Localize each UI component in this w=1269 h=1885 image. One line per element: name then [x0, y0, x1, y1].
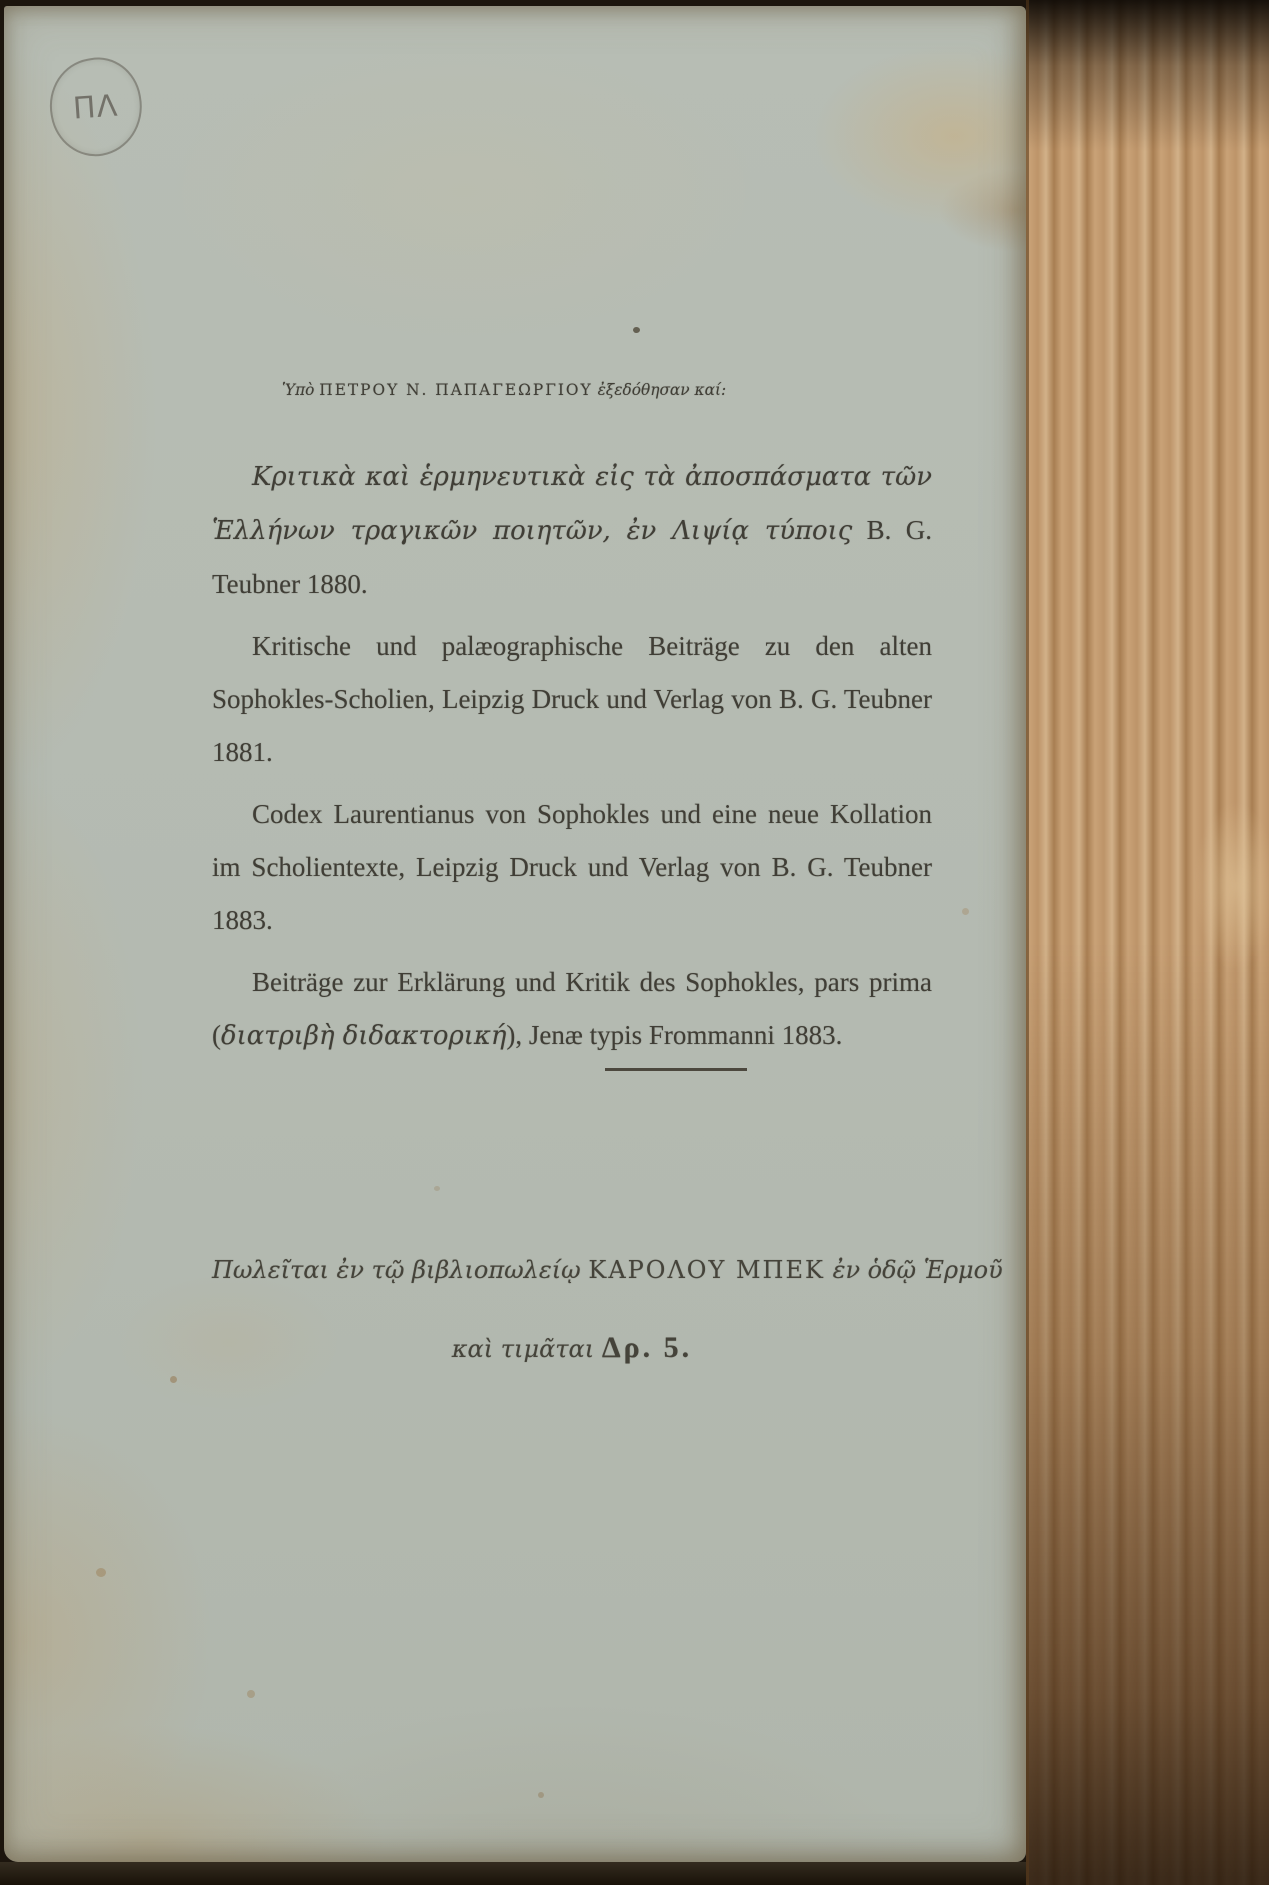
bookseller-name: ΚΑΡΟΛΟΥ ΜΠΕΚ	[588, 1256, 825, 1284]
bibliography-entry-3: Codex Laurentianus von Sophokles und eine neue Kollation im Scholientexte, Leipzig Druck und Verlag von B. G. Teubner 1883.	[212, 799, 932, 935]
colophon-line-1	[212, 1248, 1003, 1292]
foxing-speck	[962, 908, 969, 915]
entry-4-greek: διατριβὴ διδακτορική	[221, 1021, 507, 1051]
foxing-speck	[96, 1568, 106, 1577]
colophon-line-2	[212, 1326, 932, 1371]
foxing-speck	[633, 327, 640, 333]
book-page	[4, 6, 1026, 1862]
heading-post: ἐξεδόθησαν καί:	[597, 381, 727, 399]
heading-line	[212, 368, 932, 412]
price-label: καὶ τιμᾶται	[451, 1335, 595, 1363]
foxing-speck	[247, 1690, 255, 1698]
author-name: ΠΕΤΡΟΥ Ν. ΠΑΠΑΓΕΩΡΓΙΟΥ	[319, 381, 593, 399]
entry-4-latin-a: Beiträge zur Erklärung und Kritik des Sophokles, pars prima (	[212, 967, 932, 1050]
colophon-greek-a: Πωλεῖται ἐν τῷ βιβλιοπωλείῳ	[212, 1256, 581, 1284]
pencil-mark-text: ΠΛ	[72, 87, 120, 127]
entry-1-greek: Κριτικὰ καὶ ἑρμηνευτικὰ εἰς τὰ ἀποσπάσματα τῶν Ἑλλήνων τραγικῶν ποιητῶν, ἐν Λιψίᾳ τύποις	[212, 462, 932, 546]
heading-pre: Ὑπὸ	[282, 381, 315, 399]
entry-4-latin-b: ), Jenæ typis Frommanni 1883.	[506, 1020, 843, 1050]
handwritten-pencil-mark	[42, 51, 150, 163]
bibliography-entry-4	[212, 956, 932, 1063]
price-value: Δρ. 5.	[601, 1331, 693, 1364]
bibliography-entry-2: Kritische und palæographische Beiträge zu den alten Sophokles-Scholien, Leipzig Druck und Verlag von B. G. Teubner 1881.	[212, 631, 932, 767]
book-deckled-page-edges	[1026, 0, 1269, 1885]
colophon-greek-b: ἐν ὁδῷ Ἑρμοῦ	[832, 1256, 1003, 1284]
foxing-speck	[434, 1186, 440, 1191]
foxing-speck	[538, 1792, 544, 1798]
foxing-speck	[170, 1376, 177, 1383]
colophon	[212, 1248, 1003, 1371]
bibliography-text-block	[212, 368, 932, 1072]
page-bottom-shadow	[0, 1862, 1026, 1885]
section-divider-rule	[605, 1068, 747, 1071]
entry-1-latin: B. G. Teubner 1880.	[212, 515, 932, 599]
bibliography-entry-1	[212, 450, 932, 611]
